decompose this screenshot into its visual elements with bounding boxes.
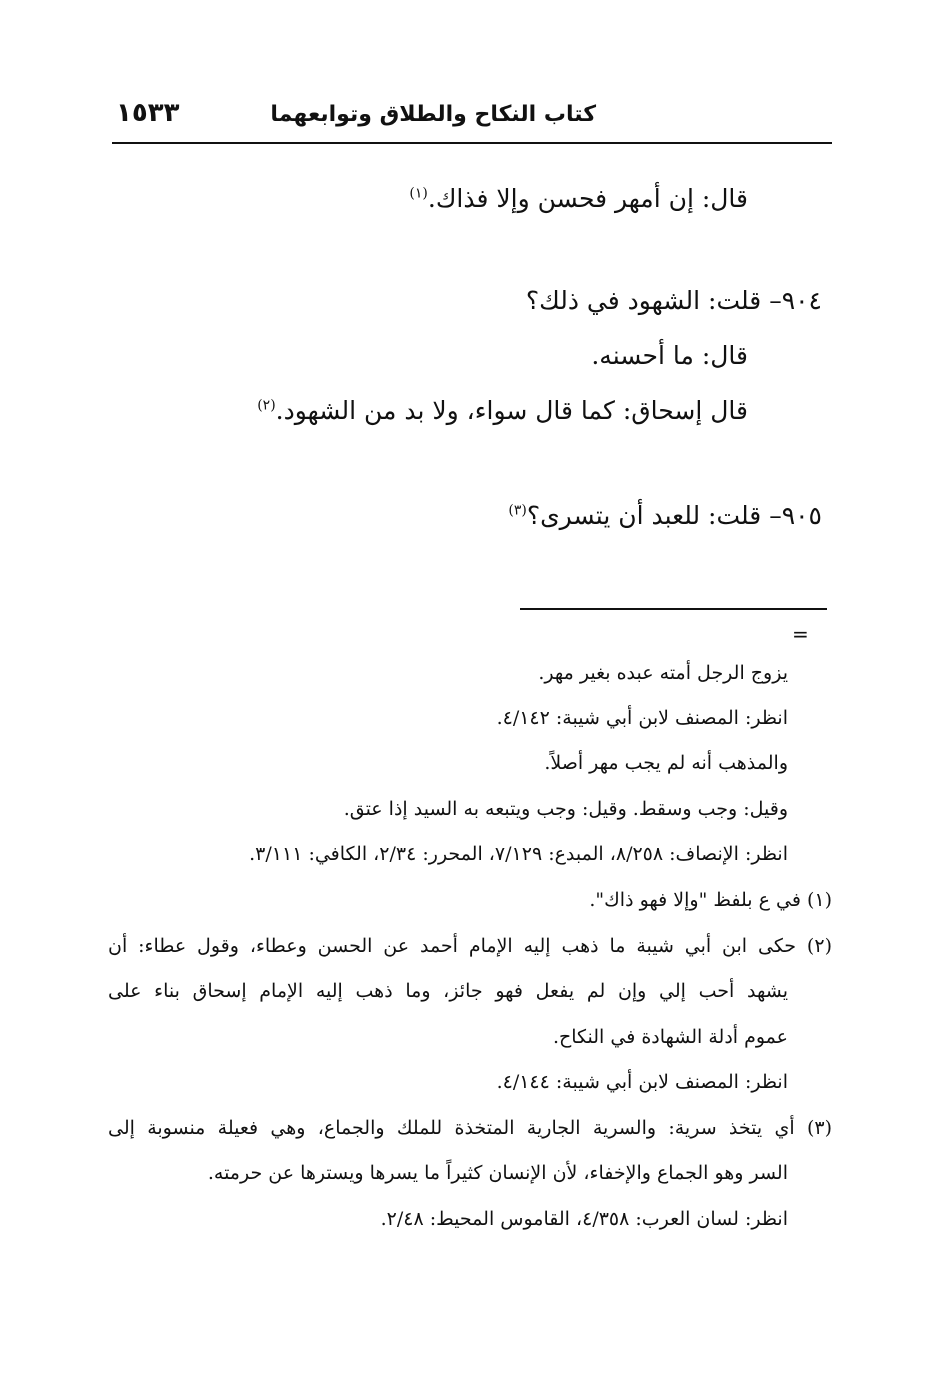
footnote-cont-line: والمذهب أنه لم يجب مهر أصلاً. xyxy=(544,752,788,774)
footnote-2-line: يشهد أحب إلي وإن لم يفعل فهو جائز، وما ذهب إليه الإمام إسحاق بناء على xyxy=(108,980,788,1002)
footnote-cont-line: انظر: الإنصاف: ٨/٢٥٨، المبدع: ٧/١٢٩، المحرر: ٢/٣٤، الكافي: ٣/١١١. xyxy=(249,843,788,865)
page-number: ١٥٣٣ xyxy=(116,98,180,128)
continuation-mark: = xyxy=(792,622,809,646)
footnote-2-line: (٢) حكى ابن أبي شيبة ما ذهب إليه الإمام أحمد عن الحسن وعطاء، وقول عطاء: أن xyxy=(108,935,832,957)
footnote-ref-3: (٣) xyxy=(508,502,527,519)
question-904-text: ٩٠٤– قلت: الشهود في ذلك؟ xyxy=(525,286,822,315)
footnote-3-line: انظر: لسان العرب: ٤/٣٥٨، القاموس المحيط: ٢/٤٨. xyxy=(380,1208,788,1230)
footnote-cont-line: يزوج الرجل أمته عبده بغير مهر. xyxy=(538,662,788,684)
answer-text: قال: إن أمهر فحسن وإلا فذاك. xyxy=(427,184,748,213)
question-904 xyxy=(526,286,822,315)
footnote-2-line: عموم أدلة الشهادة في النكاح. xyxy=(552,1026,788,1048)
footnote-separator xyxy=(520,608,827,610)
ishaq-904 xyxy=(257,396,748,425)
footnote-ref-2: (٢) xyxy=(257,397,276,414)
question-905 xyxy=(508,501,822,530)
footnote-1: (١) في ع بلفظ "وإلا فهو ذاك". xyxy=(589,889,832,911)
footnote-3-line: (٣) أي يتخذ سرية: والسرية الجارية المتخذة للملك والجماع، وهي فعيلة منسوبة إلى xyxy=(108,1117,832,1139)
answer-line xyxy=(409,184,748,213)
header-rule xyxy=(112,142,832,144)
answer-904-text: قال: ما أحسنه. xyxy=(591,341,748,370)
answer-904 xyxy=(591,341,748,370)
footnote-2-line: انظر: المصنف لابن أبي شيبة: ٤/١٤٤. xyxy=(496,1071,788,1093)
footnote-cont-line: انظر: المصنف لابن أبي شيبة: ٤/١٤٢. xyxy=(496,707,788,729)
footnote-cont-line: وقيل: وجب وسقط. وقيل: وجب ويتبعه به السيد إذا عتق. xyxy=(343,798,788,820)
footnote-3-line: السر وهو الجماع والإخفاء، لأن الإنسان كثيراً ما يسرها ويسترها عن حرمته. xyxy=(207,1162,788,1184)
footnote-ref-1: (١) xyxy=(409,185,428,202)
ishaq-904-text: قال إسحاق: كما قال سواء، ولا بد من الشهود. xyxy=(275,396,748,425)
question-905-text: ٩٠٥– قلت: للعبد أن يتسرى؟ xyxy=(526,501,822,530)
running-header xyxy=(112,96,832,136)
running-title: كتاب النكاح والطلاق وتوابعهما xyxy=(270,102,596,127)
